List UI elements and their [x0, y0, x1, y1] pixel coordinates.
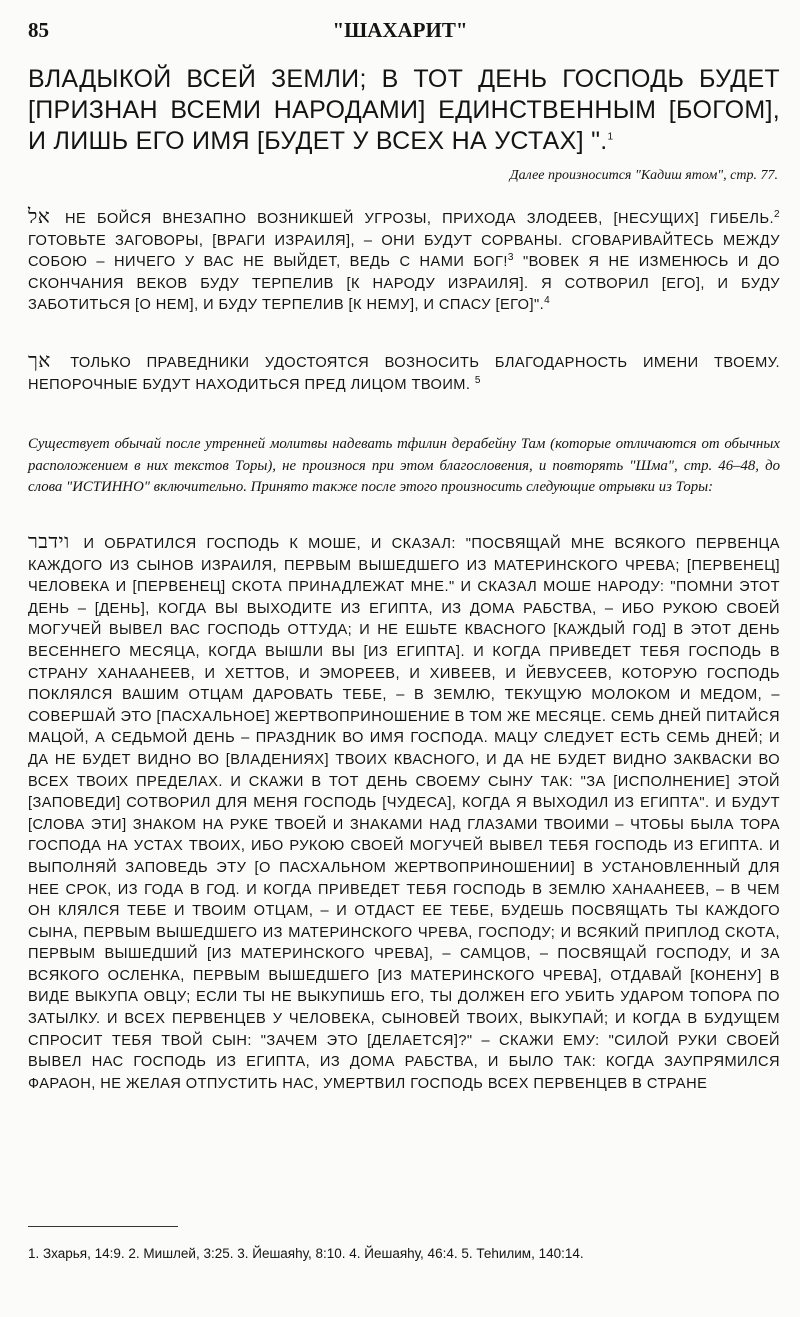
paragraph-al — [28, 206, 780, 317]
lead-text: ВЛАДЫКОЙ ВСЕЙ ЗЕМЛИ; В ТОТ ДЕНЬ ГОСПОДЬ БУДЕТ [ПРИЗНАН ВСЕМИ НАРОДАМИ] ЕДИНСТВЕННЫМ [БОГОМ], И ЛИШЬ ЕГО ИМЯ [БУДЕТ У ВСЕХ НА УСТАХ] ". — [28, 65, 780, 155]
paragraph-vaydaber — [28, 531, 780, 1095]
paragraph-ach — [28, 350, 780, 396]
hebrew-incipit: אך — [28, 348, 51, 372]
paragraph-text: "ВОВЕК Я НЕ ИЗМЕНЮСЬ И ДО СКОНЧАНИЯ ВЕКОВ БУДУ ТЕРПЕЛИВ [К НАРОДУ ИЗРАИЛЯ]. Я СОТВОРИЛ [ЕГО], И БУДУ ЗАБОТИТЬСЯ [О НЕМ], И БУДУ ТЕРПЕЛИВ [К НЕМУ], И СПАСУ [ЕГО]". — [28, 254, 780, 314]
kaddish-note: Далее произносится "Кадиш ятом", стр. 77. — [509, 168, 778, 183]
page-header — [28, 18, 772, 48]
page-number: 85 — [28, 18, 49, 42]
paragraph-text: НЕ БОЙСЯ ВНЕЗАПНО ВОЗНИКШЕЙ УГРОЗЫ, ПРИХОДА ЗЛОДЕЕВ, [НЕСУЩИХ] ГИБЕЛЬ. — [65, 211, 774, 227]
footnote-marker: 2 — [773, 209, 780, 221]
footnotes: 1. Зхарья, 14:9. 2. Мишлей, 3:25. 3. Йешаяhу, 8:10. 4. Йешаяhу, 46:4. 5. Теhилим, 140:14. — [28, 1246, 584, 1261]
footnote-marker: 4 — [544, 295, 551, 307]
hebrew-incipit: אל — [28, 204, 51, 228]
paragraph-text: ТОЛЬКО ПРАВЕДНИКИ УДОСТОЯТСЯ ВОЗНОСИТЬ БЛАГОДАРНОСТЬ ИМЕНИ ТВОЕМУ. НЕПОРОЧНЫЕ БУДУТ НАХОДИТЬСЯ ПРЕД ЛИЦОМ ТВОИМ. — [28, 355, 780, 393]
running-title: "ШАХАРИТ" — [332, 18, 468, 42]
lead-paragraph — [28, 64, 780, 157]
footnote-marker: 1 — [607, 131, 614, 143]
footnote-marker: 3 — [507, 252, 514, 264]
paragraph-text: И ОБРАТИЛСЯ ГОСПОДЬ К МОШЕ, И СКАЗАЛ: "ПОСВЯЩАЙ МНЕ ВСЯКОГО ПЕРВЕНЦА КАЖДОГО ИЗ СЫНОВ ИЗРАИЛЯ, ПЕРВЫМ ВЫШЕДШЕГО ИЗ МАТЕРИНСКОГО ЧРЕВА; [ПЕРВЕНЕЦ] ЧЕЛОВЕКА И [ПЕРВЕНЕЦ] СКОТА ПРИНАДЛЕЖАТ МНЕ." И СКАЗАЛ МОШЕ НАРОДУ: "ПОМНИ ЭТОТ ДЕНЬ – [ДЕНЬ], КОГДА ВЫ ВЫХОДИТЕ ИЗ ЕГИПТА, ИЗ ДОМА РАБСТВА, – ИБО РУКОЮ СВОЕЙ МОГУЧЕЙ ВЫВЕЛ ВАС ГОСПОДЬ ОТТУДА; И НЕ ЕШЬТЕ КВАСНОГО [КАЖДЫЙ ГОД] В ЭТОТ ДЕНЬ ВЕСЕННЕГО МЕСЯЦА, КОГДА ВЫШЛИ ВЫ [ИЗ ЕГИПТА]. И КОГДА ПРИВЕДЕТ ТЕБЯ ГОСПОДЬ В СТРАНУ ХАНААНЕЕВ, И ХЕТТОВ, И ЭМОРЕЕВ, И ХИВЕЕВ, И ЙЕВУСЕЕВ, КОТОРУЮ ГОСПОДЬ ПОКЛЯЛСЯ ВАШИМ ОТЦАМ ДАРОВАТЬ ТЕБЕ, – В ЗЕМЛЮ, ТЕКУЩУЮ МОЛОКОМ И МЕДОМ, – СОВЕРШАЙ ЭТО [ПАСХАЛЬНОЕ] ЖЕРТВОПРИНОШЕНИЕ В ТОМ ЖЕ МЕСЯЦЕ. СЕМЬ ДНЕЙ ПИТАЙСЯ МАЦОЙ, А СЕДЬМОЙ ДЕНЬ – ПРАЗДНИК ВО ИМЯ ГОСПОДА. МАЦУ СЛЕДУЕТ ЕСТЬ СЕМЬ ДНЕЙ; И ДА НЕ БУДЕТ ВИДНО ВО [ВЛАДЕНИЯХ] ТВОИХ КВАСНОГО, И ДА НЕ БУДЕТ ВИДНО ЗАКВАСКИ ВО ВСЕХ ТВОИХ ПРЕДЕЛАХ. И СКАЖИ В ТОТ ДЕНЬ СВОЕМУ СЫНУ ТАК: "ЗА [ИСПОЛНЕНИЕ] ЭТОЙ [ЗАПОВЕДИ] СОТВОРИЛ ДЛЯ МЕНЯ ГОСПОДЬ [ЧУДЕСА], КОГДА Я ВЫХОДИЛ ИЗ ЕГИПТА". И БУДУТ [СЛОВА ЭТИ] ЗНАКОМ НА РУКЕ ТВОЕЙ И ЗНАКАМИ НАД ГЛАЗАМИ ТВОИМИ – ЧТОБЫ БЫЛА ТОРА ГОСПОДА НА УСТАХ ТВОИХ, ИБО РУКОЮ СВОЕЙ МОГУЧЕЙ ВЫВЕЛ ТЕБЯ ГОСПОДЬ ИЗ ЕГИПТА. И ВЫПОЛНЯЙ ЗАПОВЕДЬ ЭТУ [О ПАСХАЛЬНОМ ЖЕРТВОПРИНОШЕНИИ] В УСТАНОВЛЕННЫЙ ДЛЯ НЕЕ СРОК, ИЗ ГОДА В ГОД. И КОГДА ПРИВЕДЕТ ТЕБЯ ГОСПОДЬ В ЗЕМЛЮ ХАНААНЕЕВ, – В ЧЕМ ОН КЛЯЛСЯ ТЕБЕ И ТВОИМ ОТЦАМ, – И ОТДАСТ ЕЕ ТЕБЕ, БУДЕШЬ ПОСВЯЩАТЬ ТЫ КАЖДОГО СЫНА, ПЕРВЫМ ВЫШЕДШЕГО ИЗ МАТЕРИНСКОГО ЧРЕВА, ГОСПОДУ; И ВСЯКИЙ ПРИПЛОД СКОТА, ПЕРВЫМ ВЫШЕДШИЙ [ИЗ МАТЕРИНСКОГО ЧРЕВА], – САМЦОВ, – ПОСВЯЩАЙ ГОСПОДУ, И ЗА ВСЯКОГО ОСЛЕНКА, ПЕРВЫМ ВЫШЕДШЕГО [ИЗ МАТЕРИНСКОГО ЧРЕВА], ОТДАВАЙ [КОHЕНУ] В ВИДЕ ВЫКУПА ОВЦУ; ЕСЛИ ТЫ НЕ ВЫКУПИШЬ ЕГО, ТЫ ДОЛЖЕН ЕГО УБИТЬ УДАРОМ ТОПОРА ПО ЗАТЫЛКУ. И ВСЕХ ПЕРВЕНЦЕВ У ЧЕЛОВЕКА, СЫНОВЕЙ ТВОИХ, ВЫКУПАЙ; И КОГДА В БУДУЩЕМ СПРОСИТ ТЕБЯ ТВОЙ СЫН: "ЗАЧЕМ ЭТО [ДЕЛАЕТСЯ]?" – СКАЖИ ЕМУ: "СИЛОЙ РУКИ СВОЕЙ ВЫВЕЛ НАС ГОСПОДЬ ИЗ ЕГИПТА, ИЗ ДОМА РАБСТВА, И БЫЛО ТАК: КОГДА ЗАУПРЯМИЛСЯ ФАРАОН, НЕ ЖЕЛАЯ ОТПУСТИТЬ НАС, УМЕРТВИЛ ГОСПОДЬ ВСЕХ ПЕРВЕНЦЕВ В СТРАНЕ — [28, 536, 780, 1092]
instruction-note: Существует обычай после утренней молитвы надевать тфилин дерабейну Там (которые отличаются от обычных расположением в них текстов Торы), не произнося при этом благословения, и повторять "Шма", стр. 46–48, до слова "ИСТИННО" включительно. Принято также после этого произносить следующие отрывки из Торы: — [28, 436, 780, 496]
hebrew-incipit: וידבר — [28, 529, 70, 553]
footnote-divider — [28, 1226, 178, 1227]
footnote-marker: 5 — [474, 374, 481, 386]
paragraph-text: ГОТОВЬТЕ ЗАГОВОРЫ, [ВРАГИ ИЗРАИЛЯ], – ОНИ БУДУТ СОРВАНЫ. СГОВАРИВАЙТЕСЬ МЕЖДУ СОБОЮ – НИЧЕГО У ВАС НЕ ВЫЙДЕТ, ВЕДЬ С НАМИ БОГ! — [28, 232, 780, 271]
